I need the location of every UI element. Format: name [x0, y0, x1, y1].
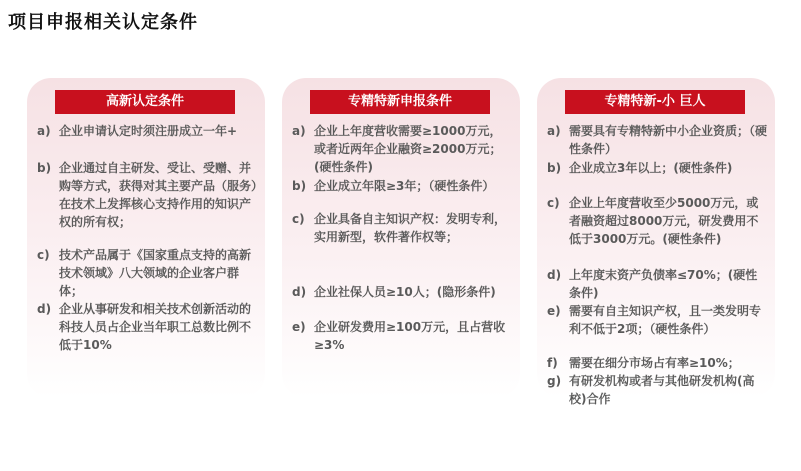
item-text: 技术产品属于《国家重点支持的高新技术领域》八大领域的企业客户群体；: [59, 248, 252, 298]
item-marker: d): [37, 302, 52, 316]
list-item: [37, 300, 257, 354]
item-marker: d): [547, 268, 562, 282]
card-high-tech: [27, 78, 265, 398]
item-marker: b): [292, 179, 307, 193]
list-item: [292, 210, 512, 246]
item-text: 企业上年度营收需要≥1000万元，或者近两年企业融资≥2000万元；(硬性条件): [314, 124, 502, 174]
item-marker: b): [547, 161, 562, 175]
item-text: 企业社保人员≥10人；(隐形条件): [314, 285, 496, 299]
item-marker: e): [547, 304, 561, 318]
item-marker: f): [547, 356, 558, 370]
card-header: 专精特新申报条件: [310, 90, 490, 114]
item-marker: e): [292, 320, 306, 334]
item-text: 企业研发费用≥100万元，且占营收≥3%: [314, 320, 506, 352]
list-item: [292, 318, 512, 354]
list-item: [547, 354, 767, 372]
item-text: 企业成立年限≥3年；（硬性条件）: [314, 179, 495, 193]
item-text: 需要在细分市场占有率≥10%；: [569, 356, 740, 370]
item-marker: c): [292, 212, 305, 226]
item-text: 上年度末资产负债率≤70%；(硬性条件): [569, 268, 758, 300]
list-item: [547, 266, 767, 302]
item-text: 企业具备自主知识产权：发明专利，实用新型，软件著作权等；: [314, 212, 507, 244]
item-text: 企业上年度营收至少5000万元，或者融资超过8000万元，研发费用不低于3000万元。(硬性条件): [569, 196, 759, 246]
item-text: 需要有自主知识产权，且一类发明专利不低于2项；（硬性条件）: [569, 304, 762, 336]
list-item: [37, 159, 257, 231]
list-item: [547, 194, 767, 248]
page-title: 项目申报相关认定条件: [8, 12, 198, 33]
item-marker: a): [37, 124, 51, 138]
item-marker: d): [292, 285, 307, 299]
list-item: [292, 177, 512, 195]
item-text: 有研发机构或者与其他研发机构(高校)合作: [569, 374, 755, 406]
card-header: 高新认定条件: [55, 90, 235, 114]
item-marker: a): [547, 124, 561, 138]
item-marker: g): [547, 374, 562, 388]
card-specialized: [282, 78, 520, 398]
list-item: [37, 246, 257, 300]
list-item: [292, 283, 512, 301]
item-marker: b): [37, 161, 52, 175]
list-item: [547, 159, 767, 177]
list-item: [547, 122, 767, 158]
item-text: 企业通过自主研发、受让、受赠、并购等方式，获得对其主要产品（服务）在技术上发挥核心支持作用的知识产权的所有权；: [59, 161, 258, 229]
item-text: 企业从事研发和相关技术创新活动的科技人员占企业当年职工总数比例不低于10%: [59, 302, 252, 352]
list-item: [37, 122, 257, 140]
card-little-giant: [537, 78, 775, 406]
item-marker: c): [547, 196, 560, 210]
item-marker: c): [37, 248, 50, 262]
item-text: 企业申请认定时须注册成立一年+: [59, 124, 238, 138]
item-text: 企业成立3年以上；(硬性条件): [569, 161, 733, 175]
item-marker: a): [292, 124, 306, 138]
list-item: [292, 122, 512, 176]
item-text: 需要具有专精特新中小企业资质；（硬性条件）: [569, 124, 768, 156]
list-item: [547, 372, 767, 408]
card-header: 专精特新-小 巨人: [565, 90, 745, 114]
list-item: [547, 302, 767, 338]
